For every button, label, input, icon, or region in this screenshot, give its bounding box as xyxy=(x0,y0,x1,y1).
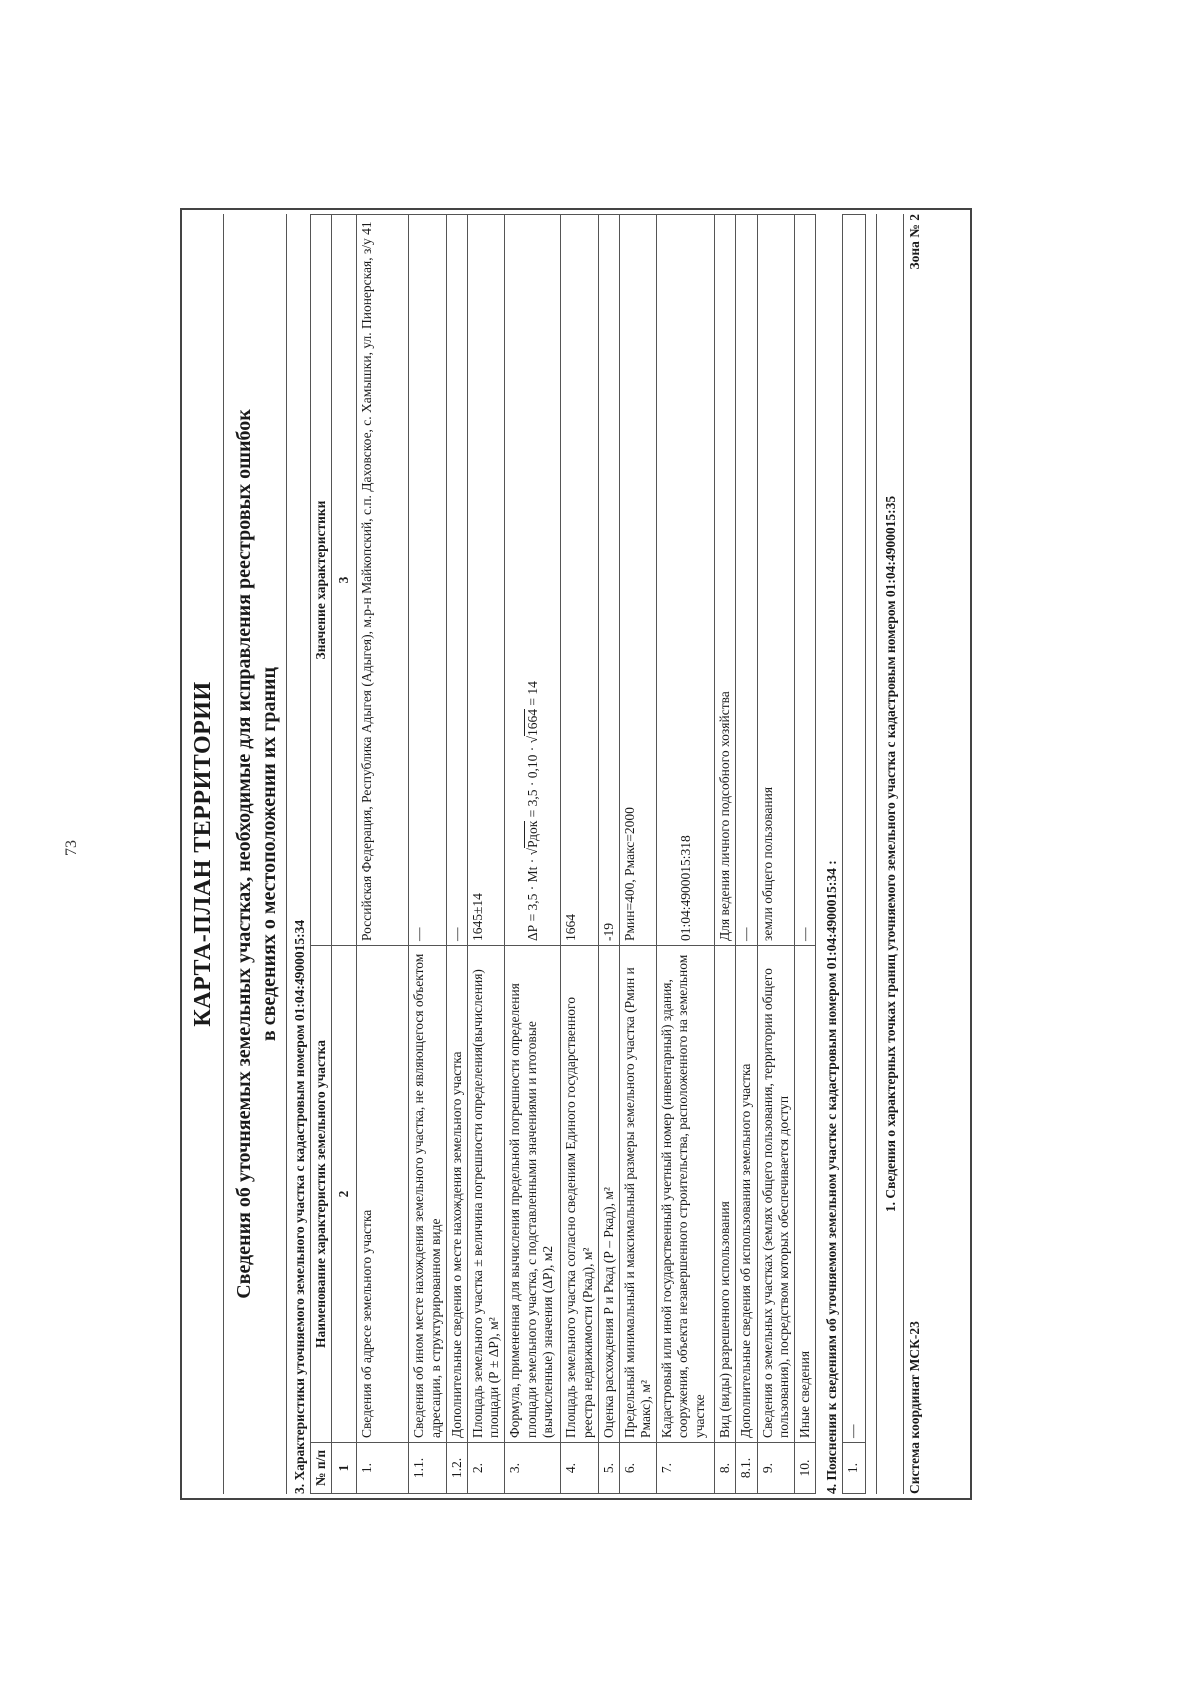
table-row xyxy=(843,215,866,1494)
table-row xyxy=(657,215,715,1494)
formula-sqrt-var: Рдок xyxy=(524,820,540,848)
row-number: 8.1. xyxy=(736,1443,757,1494)
row-value: — xyxy=(446,215,467,946)
coordinate-system: Система координат МСК-23 xyxy=(907,1321,923,1494)
row-name: Сведения об ином месте нахождения земельного участка, не являющегося объектом адресации, в структурированном виде xyxy=(409,946,446,1443)
row-name: Предельный минимальный и максимальный размеры земельного участка (Рмин и Рмакс), м² xyxy=(619,946,656,1443)
page-number: 73 xyxy=(63,840,80,856)
table-row xyxy=(357,215,409,1494)
coordinate-zone: Зона № 2 xyxy=(907,214,923,270)
formula-lhs: ΔР = 3,5 · Mt · xyxy=(524,858,540,941)
column-number: 3 xyxy=(332,215,357,946)
row-value: 1664 xyxy=(561,215,598,946)
row-name: Дополнительные сведения об использовании земельного участка xyxy=(736,946,757,1443)
header-name: Наименование характеристик земельного участка xyxy=(311,946,332,1443)
row-value: — xyxy=(795,215,816,946)
column-number: 2 xyxy=(332,946,357,1443)
formula-mid: = 3,5 · 0,10 · xyxy=(524,746,540,818)
row-value: Рмин=400, Рмакс=2000 xyxy=(619,215,656,946)
row-value: — xyxy=(409,215,446,946)
row-value: — xyxy=(843,215,866,1443)
table-row xyxy=(446,215,467,1494)
document-subtitle xyxy=(224,214,282,1494)
title-block xyxy=(184,214,287,1494)
row-name: Оценка расхождения Р и Ркад (Р – Ркад), м² xyxy=(598,946,619,1443)
row-number: 10. xyxy=(795,1443,816,1494)
table-row xyxy=(409,215,446,1494)
row-name: Площадь земельного участка согласно сведениям Единого государственного реестра недвижимости (Ркад), м² xyxy=(561,946,598,1443)
formula-sqrt-val: 1664 xyxy=(524,708,540,736)
column-number: 1 xyxy=(332,1443,357,1494)
coordinate-system-row xyxy=(903,214,923,1494)
row-name: Вид (виды) разрешенного использования xyxy=(715,946,736,1443)
formula-cell xyxy=(505,215,561,946)
table-row xyxy=(757,215,794,1494)
document-title: КАРТА-ПЛАН ТЕРРИТОРИИ xyxy=(186,214,224,1494)
table-row xyxy=(795,215,816,1494)
characteristics-table xyxy=(310,214,816,1494)
row-value: — xyxy=(736,215,757,946)
row-number: 1. xyxy=(357,1443,409,1494)
section-4-caption: 4. Пояснения к сведениям об уточняемом земельном участке с кадастровым номером 01:04:4900015:34 : xyxy=(824,860,840,1494)
row-name: Сведения об адресе земельного участка xyxy=(357,946,409,1443)
row-number: 4. xyxy=(561,1443,598,1494)
formula-result: = 14 xyxy=(524,681,540,706)
row-value: 01:04:4900015:318 xyxy=(657,215,715,946)
row-name: Формула, примененная для вычисления предельной погрешности определения площади земельного участка, с подставленными значениями и итоговые (вычисленные) значения (ΔР), м2 xyxy=(505,946,561,1443)
table-row xyxy=(598,215,619,1494)
header-value: Значение характеристики xyxy=(311,215,332,946)
row-number: 1.1. xyxy=(409,1443,446,1494)
points-section xyxy=(876,214,923,1494)
row-number: 8. xyxy=(715,1443,736,1494)
row-value: Российская Федерация, Республика Адыгея (Адыгея), м.р-н Майкопский, с.п. Даховское, с. Хамышки, ул. Пионерская, з/у 41 xyxy=(357,215,409,946)
table-row xyxy=(619,215,656,1494)
row-value: 1645±14 xyxy=(467,215,504,946)
document-sheet xyxy=(180,208,972,1500)
row-number: 3. xyxy=(505,1443,561,1494)
row-name: Иные сведения xyxy=(795,946,816,1443)
table-row xyxy=(467,215,504,1494)
row-value: земли общего пользования xyxy=(757,215,794,946)
row-number: 1. xyxy=(843,1443,866,1494)
section-3-caption: 3. Характеристики уточняемого земельного участка с кадастровым номером 01:04:4900015:34 xyxy=(292,919,307,1494)
row-name: Сведения о земельных участках (землях общего пользования, территории общего пользования), посредством которых обеспечивается доступ xyxy=(757,946,794,1443)
sqrt-icon: √ xyxy=(524,847,540,856)
table-row xyxy=(561,215,598,1494)
table-row xyxy=(715,215,736,1494)
row-number: 2. xyxy=(467,1443,504,1494)
subtitle-line-1: Сведения об уточняемых земельных участках, необходимые для исправления реестровых ошибок xyxy=(233,409,255,1299)
row-number: 5. xyxy=(598,1443,619,1494)
header-num: № п/п xyxy=(311,1443,332,1494)
subtitle-line-2: в сведениях о местоположении их границ xyxy=(258,666,280,1042)
row-name: Площадь земельного участка ± величина погрешности определения(вычисления) площади (Р ± ΔР), м² xyxy=(467,946,504,1443)
row-number: 7. xyxy=(657,1443,715,1494)
row-name: Кадастровый или иной государственный учетный номер (инвентарный) здания, сооружения, объекта незавершенного строительства, расположенного на земельном участке xyxy=(657,946,715,1443)
row-value: -19 xyxy=(598,215,619,946)
table-row xyxy=(736,215,757,1494)
points-section-caption: 1. Сведения о характерных точках границ уточняемого земельного участка с кадастровым номером 01:04:4900015:35 xyxy=(883,495,899,1213)
column-number-row xyxy=(332,215,357,1494)
notes-table xyxy=(842,214,866,1494)
row-number: 1.2. xyxy=(446,1443,467,1494)
row-number: 9. xyxy=(757,1443,794,1494)
sqrt-icon: √ xyxy=(524,735,540,744)
table-row xyxy=(505,215,561,1494)
row-name: Дополнительные сведения о месте нахождения земельного участка xyxy=(446,946,467,1443)
row-value: Для ведения личного подсобного хозяйства xyxy=(715,215,736,946)
row-number: 6. xyxy=(619,1443,656,1494)
